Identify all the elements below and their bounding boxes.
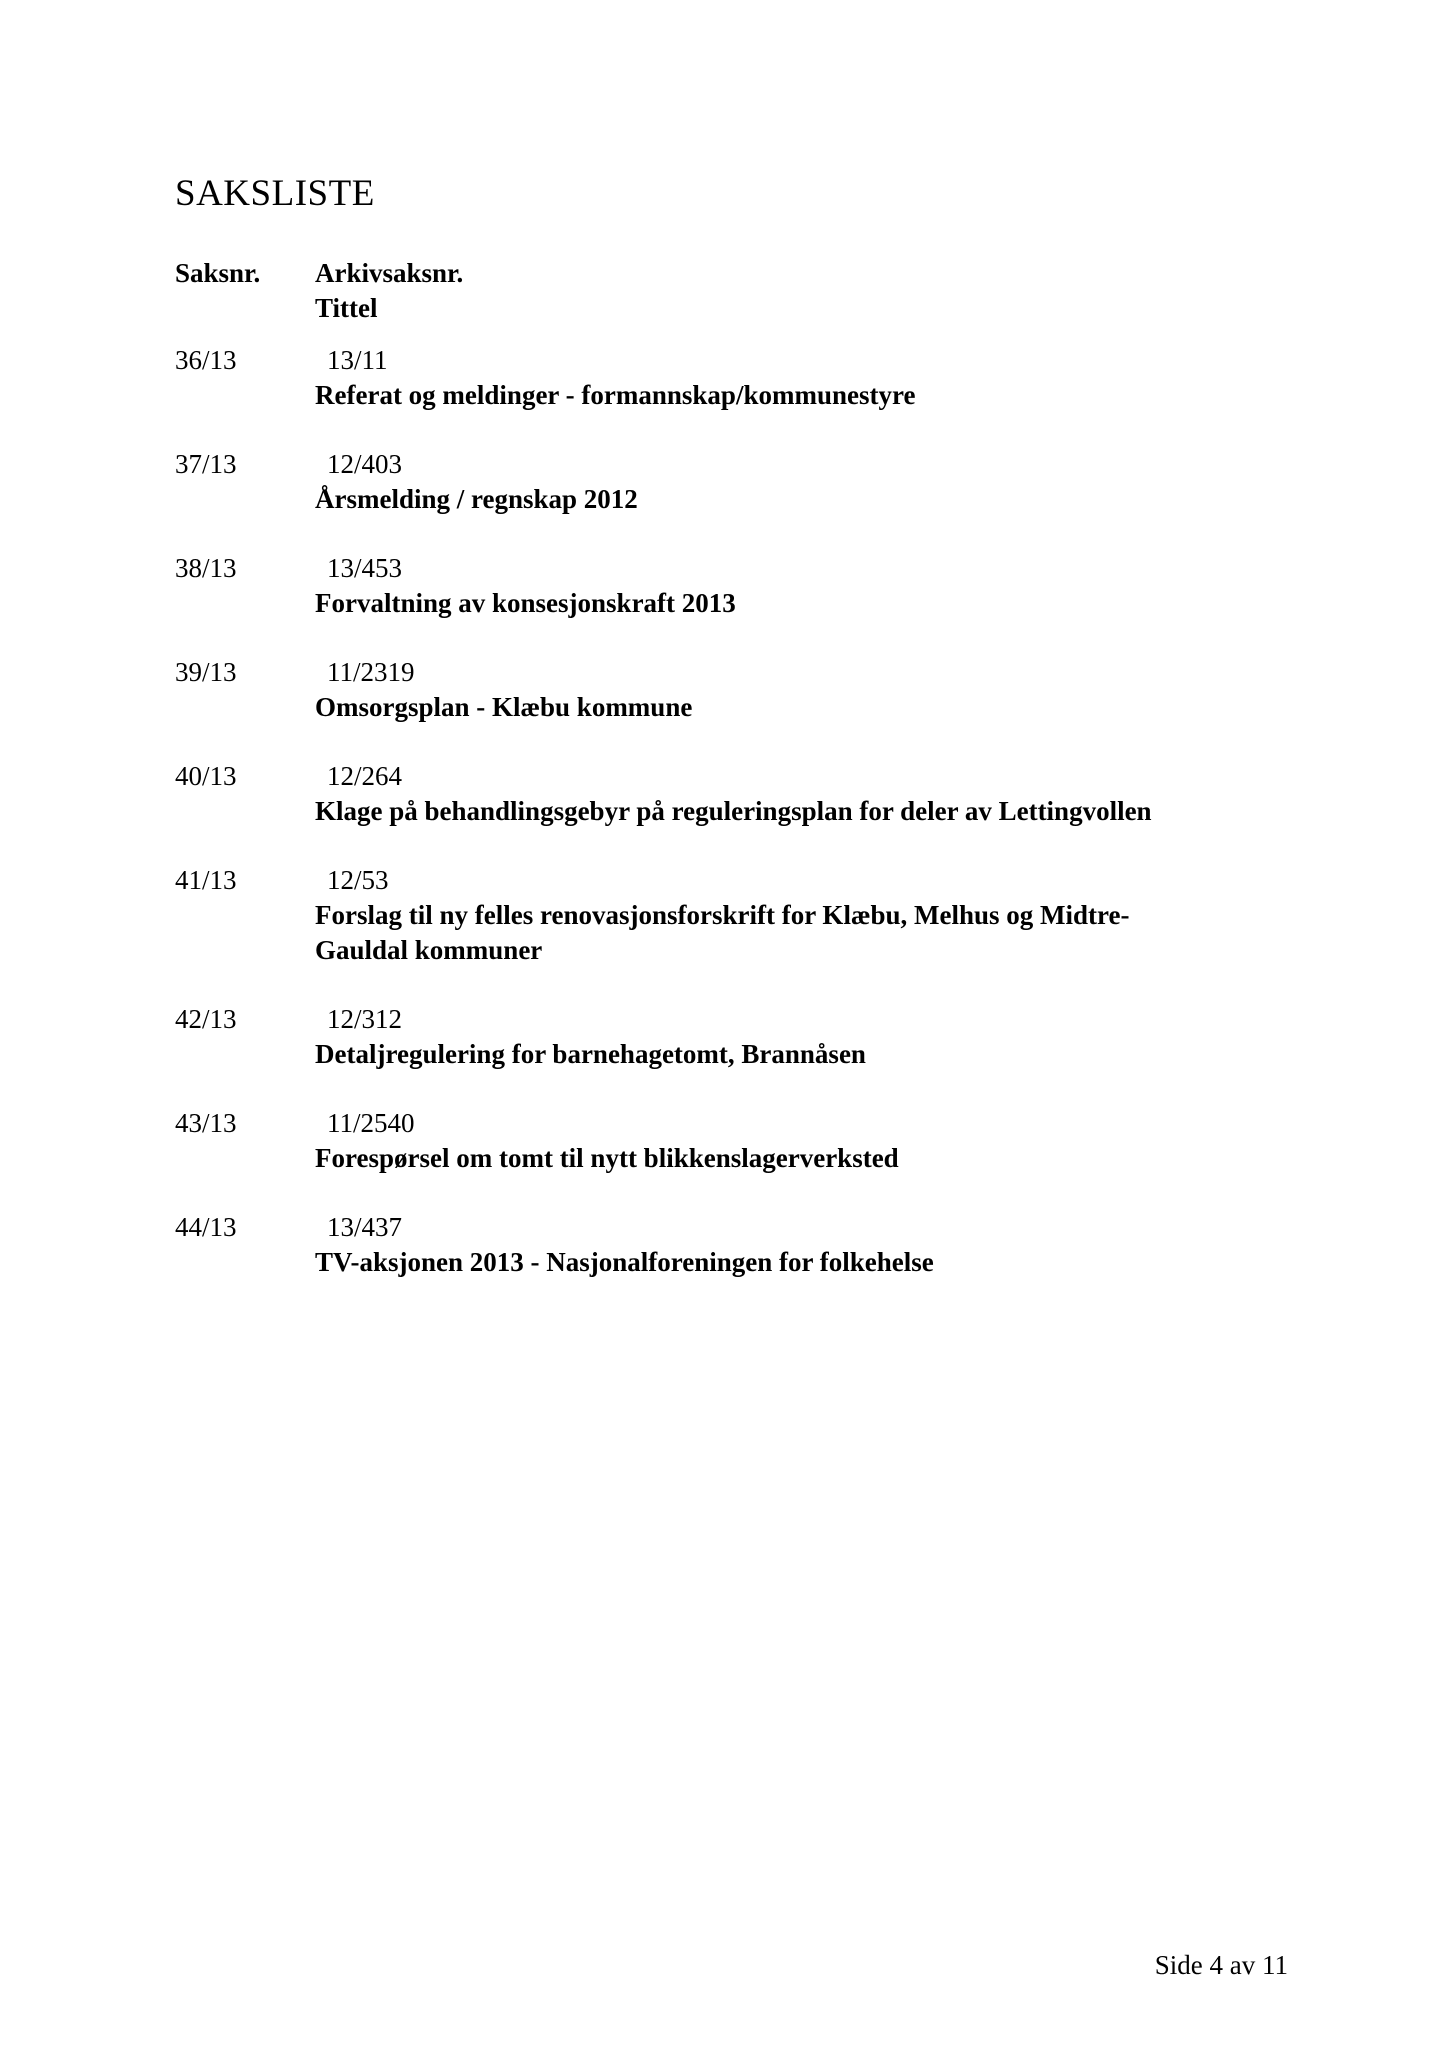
item-saksnr: 40/13 [175, 761, 237, 791]
item-tittel: Referat og meldinger - formannskap/kommunestyre [315, 380, 916, 410]
item-saksnr: 43/13 [175, 1108, 237, 1138]
item-arkivsaksnr: 12/403 [327, 449, 403, 479]
item-saksnr: 38/13 [175, 553, 237, 583]
item-saksnr: 37/13 [175, 449, 237, 479]
item-saksnr: 42/13 [175, 1004, 237, 1034]
item-saksnr: 44/13 [175, 1212, 237, 1242]
item-tittel: Forvaltning av konsesjonskraft 2013 [315, 588, 736, 618]
item-tittel: Detaljregulering for barnehagetomt, Brannåsen [315, 1039, 866, 1069]
item-arkivsaksnr: 13/453 [327, 553, 403, 583]
item-tittel: Klage på behandlingsgebyr på reguleringsplan for deler av Lettingvollen [315, 796, 1152, 826]
case-list [175, 343, 1325, 1314]
item-arkivsaksnr: 12/264 [327, 761, 403, 791]
list-item [175, 655, 1325, 725]
item-arkivsaksnr: 13/11 [327, 345, 388, 375]
column-headers [175, 256, 1325, 336]
header-saksnr: Saksnr. [175, 258, 261, 288]
item-saksnr: 41/13 [175, 865, 237, 895]
item-arkivsaksnr: 11/2319 [327, 657, 415, 687]
item-tittel: Forespørsel om tomt til nytt blikkenslagerverksted [315, 1143, 899, 1173]
item-arkivsaksnr: 12/312 [327, 1004, 403, 1034]
list-item [175, 447, 1325, 517]
header-arkivsaksnr: Arkivsaksnr. [315, 258, 464, 288]
item-arkivsaksnr: 12/53 [327, 865, 389, 895]
item-tittel: Omsorgsplan - Klæbu kommune [315, 692, 693, 722]
list-item [175, 759, 1325, 829]
page-number: Side 4 av 11 [1154, 1950, 1288, 1980]
item-tittel: TV-aksjonen 2013 - Nasjonalforeningen for folkehelse [315, 1247, 934, 1277]
page-title: SAKSLISTE [175, 173, 375, 214]
item-arkivsaksnr: 13/437 [327, 1212, 403, 1242]
header-tittel: Tittel [315, 293, 378, 323]
list-item [175, 551, 1325, 621]
list-item [175, 1210, 1325, 1280]
item-tittel: Forslag til ny felles renovasjonsforskrift for Klæbu, Melhus og Midtre-Gauldal kommuner [315, 900, 1130, 965]
list-item [175, 863, 1325, 968]
list-item [175, 1106, 1325, 1176]
item-arkivsaksnr: 11/2540 [327, 1108, 415, 1138]
list-item [175, 1002, 1325, 1072]
item-saksnr: 39/13 [175, 657, 237, 687]
list-item [175, 343, 1325, 413]
item-saksnr: 36/13 [175, 345, 237, 375]
item-tittel: Årsmelding / regnskap 2012 [315, 484, 638, 514]
